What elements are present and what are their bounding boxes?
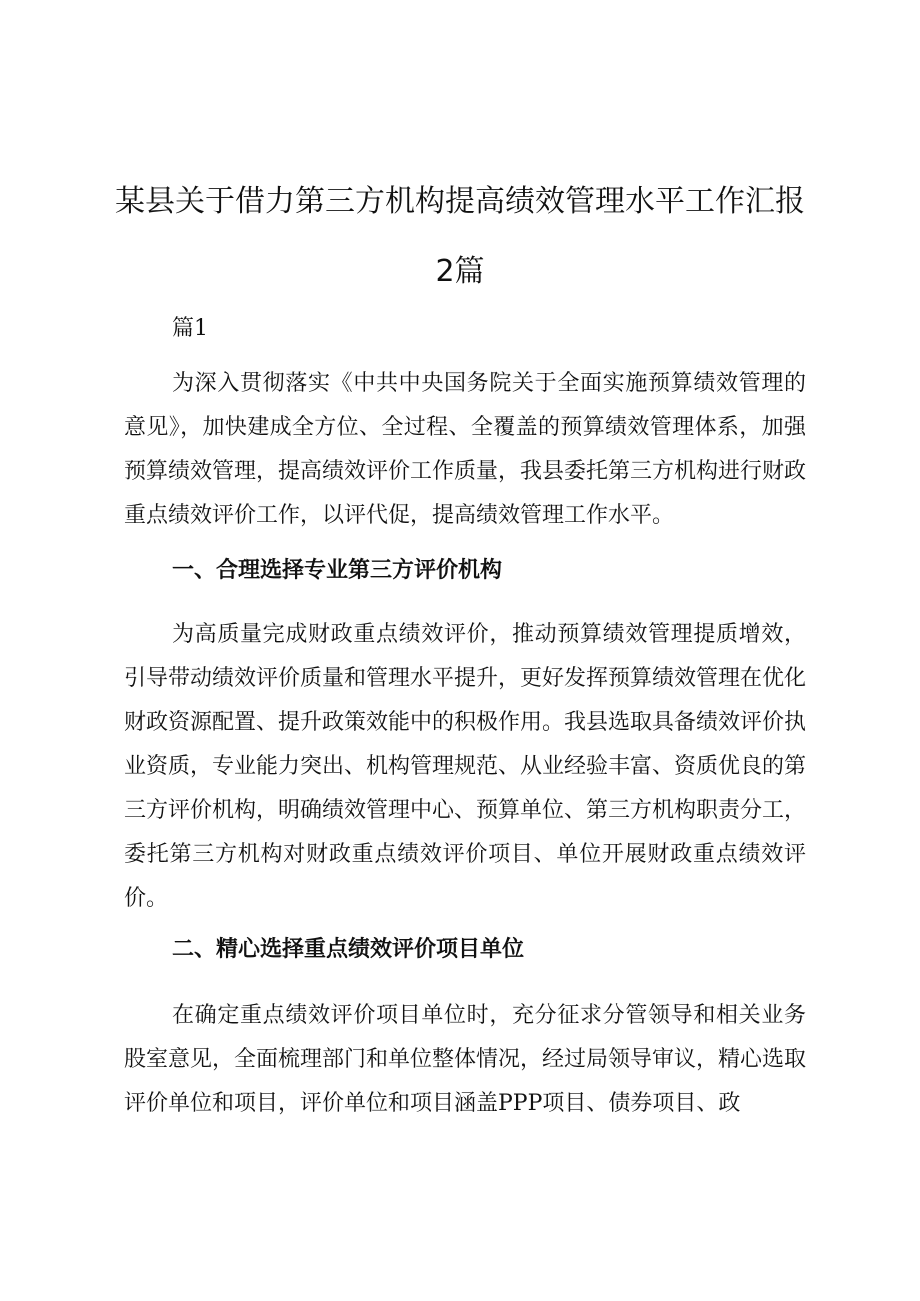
part-label: 篇1 xyxy=(172,316,208,341)
intro-paragraph: 为深入贯彻落实《中共中央国务院关于全面实施预算绩效管理的意见》，加快建成全方位、全过程、全覆盖的预算绩效管理体系，加强预算绩效管理，提高绩效评价工作质量，我县委托第三方机构进行财政重点绩效评价工作，以评代促，提高绩效管理工作水平。 xyxy=(124,371,807,528)
section-heading-1: 一、合理选择专业第三方评价机构 xyxy=(172,558,503,583)
section-paragraph-2: 在确定重点绩效评价项目单位时，充分征求分管领导和相关业务股室意见，全面梳理部门和单位整体情况，经过局领导审议，精心选取评价单位和项目，评价单位和项目涵盖PPP项目、债券项目、政 xyxy=(124,1003,807,1116)
section-paragraph-1: 为高质量完成财政重点绩效评价，推动预算绩效管理提质增效，引导带动绩效评价质量和管理水平提升，更好发挥预算绩效管理在优化财政资源配置、提升政策效能中的积极作用。我县选取具备绩效评价执业资质，专业能力突出、机构管理规范、从业经验丰富、资质优良的第三方评价机构，明确绩效管理中心、预算单位、第三方机构职责分工，委托第三方机构对财政重点绩效评价项目、单位开展财政重点绩效评价。 xyxy=(124,622,807,911)
document-title-line-1: 某县关于借力第三方机构提高绩效管理水平工作汇报 xyxy=(115,184,805,219)
section-heading-2: 二、精心选择重点绩效评价项目单位 xyxy=(172,937,525,962)
document-title-line-2: 2篇 xyxy=(435,254,485,289)
